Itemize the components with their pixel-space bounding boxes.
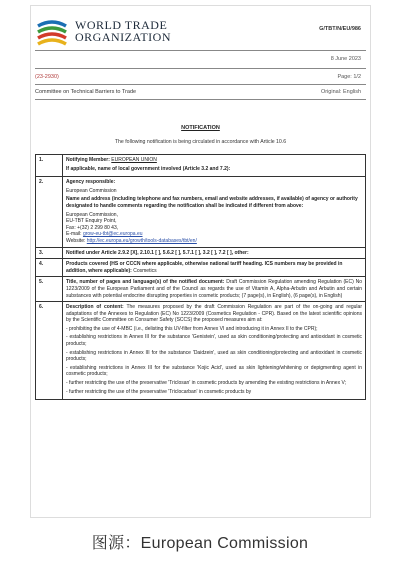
item-number: 6.: [36, 302, 63, 400]
table-row: [36, 302, 366, 400]
item-content: [63, 259, 366, 277]
table-row: [36, 247, 366, 259]
item-label: Notifying Member:: [66, 157, 110, 163]
item-label: Description of content:: [66, 304, 124, 311]
notification-title: NOTIFICATION: [181, 125, 220, 131]
committee-name: Committee on Technical Barriers to Trade: [35, 89, 137, 95]
measure-bullet: - establishing restrictions in Annex III for the substance 'Daidzein', used as skin conditioning/protecting and antioxidant in cosmetic products;: [66, 349, 362, 363]
website-link[interactable]: http://ec.europa.eu/growth/tools-databases/tbt/en/: [86, 237, 197, 244]
measure-bullet: - establishing restrictions in Annex III for the substance 'Genistein', used as skin conditioning/protecting and antioxidant in cosmetic products;: [66, 334, 362, 348]
circulation-note: The following notification is being circulated in accordance with Article 10.6: [114, 139, 287, 145]
org-line-2: ORGANIZATION: [75, 30, 171, 44]
description-intro: The measures proposed by the draft Commission Regulation are part of the on-going and regular adaptations of the Annexes to Regulation (EC) No 1223/2009 (Cosmetics Regulation - CPR). Based on the latest scientific opinions by the Scientific Committee on Consumer Safety (SCCS) the proposed measures aim at:: [66, 304, 362, 324]
divider: [35, 99, 366, 100]
email-link[interactable]: grow-eu-tbt@ec.europa.eu: [82, 231, 143, 238]
address-line: European Commission,: [66, 211, 118, 218]
agency-name: European Commission: [66, 187, 117, 194]
email-label: E-mail:: [66, 231, 82, 238]
notifying-member: EUROPEAN UNION: [111, 157, 157, 163]
organization-name: [75, 19, 171, 43]
item-content: [63, 302, 366, 400]
document-symbol: G/TBT/N/EU/986: [319, 26, 361, 32]
measure-bullet: - prohibiting the use of 4-MBC (i.e., delisting this UV-filter from Annex VI and introducing it in Annex II to the CPR);: [66, 325, 318, 332]
divider: [35, 50, 366, 51]
item-content: [63, 155, 366, 177]
notified-under-article: Notified under Article 2.9.2 [X], 2.10.1 [ ], 5.6.2 [ ], 5.7.1 [ ], 3.2 [ ], 7.2 [ ], other:: [63, 247, 366, 259]
measure-bullet: - further restricting the use of the preservative 'Triclocarban' in cosmetic products by: [66, 388, 252, 395]
table-row: [36, 259, 366, 277]
item-content: [63, 177, 366, 247]
divider: [35, 84, 366, 85]
item-label: Title, number of pages and language(s) of the notified document:: [66, 279, 225, 286]
measure-bullet: - further restricting the use of the preservative 'Triclosan' in cosmetic products by amending the existing restrictions in Annex V;: [66, 380, 346, 387]
table-row: [36, 177, 366, 247]
wto-logo-icon: [35, 16, 69, 50]
divider: [35, 68, 366, 69]
page-indicator: Page: 1/2: [337, 74, 361, 80]
document-number: (23-2930): [35, 74, 59, 80]
item-number: 2.: [36, 177, 63, 247]
products-covered: Cosmetics: [133, 267, 157, 274]
image-caption: 图源：European Commission: [91, 535, 309, 552]
original-language: Original: English: [320, 89, 361, 95]
table-row: [36, 155, 366, 177]
website-label: Website:: [66, 237, 86, 244]
contact-question: Name and address (including telephone and fax numbers, email and website addresses, if available) of agency or authority designated to handle comments regarding the notification shall be indicated if different from above:: [66, 196, 358, 209]
item-label: Agency responsible:: [66, 179, 116, 186]
document-title: Draft Commission Regulation amending Regulation (EC) No 1223/2009 of the European Parliament and of the Council as regards the use of Vitamin A, Alpha-Arbutin and Arbutin and certain substances with potential endocrine disrupting properties in cosmetic products; (7 page(s), in English), (6 page(s), in English): [66, 279, 363, 299]
document-date: 8 June 2023: [330, 56, 361, 62]
org-line-1: WORLD TRADE: [75, 18, 168, 32]
item-label: Products covered (HS or CCCN where applicable, otherwise national tariff heading. ICS numbers may be provided in addition, where applicable):: [66, 261, 343, 274]
item-number: 1.: [36, 155, 63, 177]
item-content: [63, 277, 366, 302]
item-number: 5.: [36, 277, 63, 302]
fax-line: Fax: +(32) 2 299 80 43,: [66, 224, 119, 231]
address-line: EU-TBT Enquiry Point,: [66, 218, 117, 225]
document-page: [31, 6, 370, 517]
item-number: 4.: [36, 259, 63, 277]
measure-bullet: - establishing restrictions in Annex III for the substance 'Kojic Acid', used as skin lightening/whitening or depigmenting agent in cosmetic products;: [66, 364, 362, 378]
local-government-question: If applicable, name of local government involved (Article 3.2 and 7.2):: [66, 165, 231, 172]
table-row: [36, 277, 366, 302]
item-number: 3.: [36, 247, 63, 259]
notification-table: [35, 154, 366, 400]
